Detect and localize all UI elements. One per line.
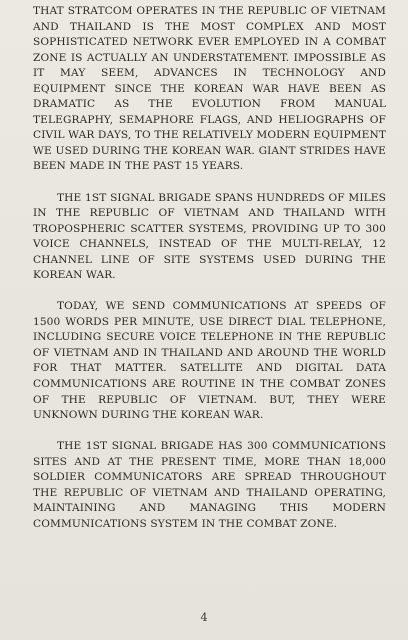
page-number: 4 — [200, 611, 208, 624]
paragraph-communication-speeds: TODAY, WE SEND COMMUNICATIONS AT SPEEDS OF 1500 WORDS PER MINUTE, USE DIRECT DIAL TELEPHONE, INCLUDING SECURE VOICE TELEPHONE IN THE REPUBLIC OF VIETNAM AND IN THAILAND AND AROUND THE WORLD FOR THAT MATTER. SATELLITE AND DIGITAL DATA COMMUNICATIONS ARE ROUTINE IN THE COMBAT ZONES OF THE REPUBLIC OF VIETNAM. BUT, THEY WERE UNKNOWN DURING THE KOREAN WAR. — [33, 300, 386, 422]
paragraph-communications-sites: THE 1ST SIGNAL BRIGADE HAS 300 COMMUNICATIONS SITES AND AT THE PRESENT TIME, MORE THAN 18,000 SOLDIER COMMUNICATORS ARE SPREAD THROUGHOUT THE REPUBLIC OF VIETNAM AND THAILAND OPERATING, MAINTAINING AND MANAGING THIS MODERN COMMUNICATIONS SYSTEM IN THE COMBAT ZONE. — [33, 440, 386, 530]
body-text — [33, 4, 386, 532]
paragraph-signal-brigade-span: THE 1ST SIGNAL BRIGADE SPANS HUNDREDS OF MILES IN THE REPUBLIC OF VIETNAM AND THAILAND WITH TROPOSPHERIC SCATTER SYSTEMS, PROVIDING UP TO 300 VOICE CHANNELS, INSTEAD OF THE MULTI-RELAY, 12 CHANNEL LINE OF SITE SYSTEMS USED DURING THE KOREAN WAR. — [33, 191, 386, 282]
paragraph-stratcom-network: THAT STRATCOM OPERATES IN THE REPUBLIC OF VIETNAM AND THAILAND IS THE MOST COMPLEX AND MOST SOPHISTICATED NETWORK EVER EMPLOYED IN A COMBAT ZONE IS ACTUALLY AN UNDERSTATEMENT. IMPOSSIBLE AS IT MAY SEEM, ADVANCES IN TECHNOLOGY AND EQUIPMENT SINCE THE KOREAN WAR HAVE BEEN AS DRAMATIC AS THE EVOLUTION FROM MANUAL TELEGRAPHY, SEMAPHORE FLAGS, AND HELIOGRAPHS OF CIVIL WAR DAYS, TO THE RELATIVELY MODERN EQUIPMENT WE USED DURING THE KOREAN WAR. GIANT STRIDES HAVE BEEN MADE IN THE PAST 15 YEARS. — [33, 5, 386, 173]
